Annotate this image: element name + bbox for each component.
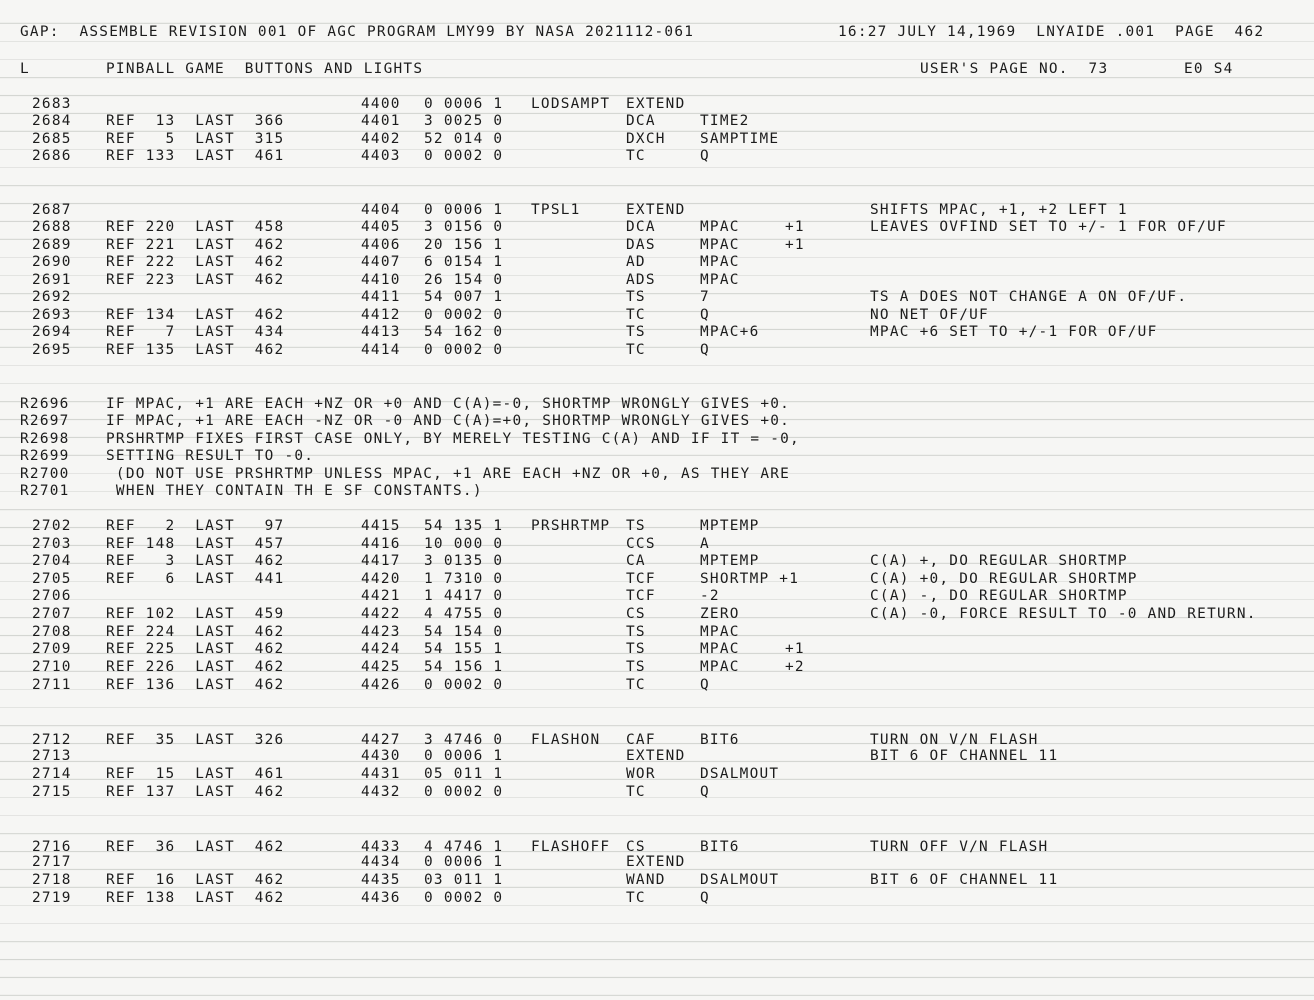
operand: Q (700, 677, 710, 693)
operand: BIT6 (700, 732, 740, 748)
comment: C(A) -, DO REGULAR SHORTMP (870, 588, 1128, 604)
address: 4415 (361, 518, 401, 534)
octal-code: 0 0006 1 (424, 96, 504, 112)
operand-modifier: +1 (785, 641, 805, 657)
address: 4421 (361, 588, 401, 604)
octal-code: 03 011 1 (424, 872, 504, 888)
address: 4407 (361, 254, 401, 270)
octal-code: 0 0002 0 (424, 148, 504, 164)
octal-code: 52 014 0 (424, 131, 504, 147)
opcode: WAND (626, 872, 666, 888)
opcode: DXCH (626, 131, 666, 147)
listing-line (0, 253, 1314, 271)
opcode: EXTEND (626, 854, 686, 870)
address: 4406 (361, 237, 401, 253)
address: 4417 (361, 553, 401, 569)
line-number: 2690 (32, 254, 72, 270)
listing-line (0, 535, 1314, 553)
operand: -2 (700, 588, 720, 604)
address: 4410 (361, 272, 401, 288)
line-number: 2694 (32, 324, 72, 340)
operand: TIME2 (700, 113, 750, 129)
opcode: EXTEND (626, 748, 686, 764)
address: 4413 (361, 324, 401, 340)
address: 4414 (361, 342, 401, 358)
listing-line (0, 95, 1314, 113)
operand: DSALMOUT (700, 872, 780, 888)
address: 4403 (361, 148, 401, 164)
header-right: 16:27 JULY 14,1969 LNYAIDE .001 PAGE 462 (838, 24, 1265, 40)
octal-code: 4 4755 0 (424, 606, 504, 622)
line-number: 2705 (32, 571, 72, 587)
address: 4432 (361, 784, 401, 800)
comment: BIT 6 OF CHANNEL 11 (870, 872, 1059, 888)
operand: ZERO (700, 606, 740, 622)
octal-code: 0 0002 0 (424, 307, 504, 323)
section-code: E0 S4 (1184, 61, 1234, 77)
opcode: EXTEND (626, 96, 686, 112)
comment: MPAC +6 SET TO +/-1 FOR OF/UF (870, 324, 1158, 340)
comment: SHIFTS MPAC, +1, +2 LEFT 1 (870, 202, 1128, 218)
octal-code: 0 0002 0 (424, 342, 504, 358)
opcode: TC (626, 677, 646, 693)
operand: MPAC+6 (700, 324, 760, 340)
comment: TURN OFF V/N FLASH (870, 839, 1049, 855)
octal-code: 54 155 1 (424, 641, 504, 657)
opcode: TC (626, 784, 646, 800)
listing-line (0, 130, 1314, 148)
octal-code: 4 4746 1 (424, 839, 504, 855)
octal-code: 54 156 1 (424, 659, 504, 675)
octal-code: 54 135 1 (424, 518, 504, 534)
line-number: 2702 (32, 518, 72, 534)
listing-line (0, 587, 1314, 605)
address: 4422 (361, 606, 401, 622)
comment: TS A DOES NOT CHANGE A ON OF/UF. (870, 289, 1188, 305)
opcode: TS (626, 324, 646, 340)
line-number: 2688 (32, 219, 72, 235)
line-number: 2709 (32, 641, 72, 657)
opcode: WOR (626, 766, 656, 782)
listing-line (0, 747, 1314, 765)
ref-info: REF 136 LAST 462 (106, 677, 285, 693)
listing-line (0, 412, 1314, 430)
listing-line (0, 676, 1314, 694)
listing-line (0, 306, 1314, 324)
octal-code: 54 154 0 (424, 624, 504, 640)
section-title: PINBALL GAME BUTTONS AND LIGHTS (106, 61, 424, 77)
operand: Q (700, 784, 710, 800)
octal-code: 54 162 0 (424, 324, 504, 340)
line-number: 2713 (32, 748, 72, 764)
ref-info: REF 16 LAST 462 (106, 872, 285, 888)
opcode: CCS (626, 536, 656, 552)
listing-line (0, 623, 1314, 641)
address: 4436 (361, 890, 401, 906)
comment: LEAVES OVFIND SET TO +/- 1 FOR OF/UF (870, 219, 1227, 235)
listing-line (0, 112, 1314, 130)
listing-line (0, 147, 1314, 165)
operand: Q (700, 307, 710, 323)
listing-line (0, 447, 1314, 465)
opcode: CS (626, 606, 646, 622)
opcode: ADS (626, 272, 656, 288)
listing-line (0, 201, 1314, 219)
octal-code: 26 154 0 (424, 272, 504, 288)
octal-code: 0 0002 0 (424, 890, 504, 906)
line-number: R2696 (20, 396, 70, 412)
ref-info: REF 2 LAST 97 (106, 518, 285, 534)
remark-text: (DO NOT USE PRSHRTMP UNLESS MPAC, +1 ARE EACH +NZ OR +0, AS THEY ARE (106, 466, 791, 482)
listing-line (0, 552, 1314, 570)
address: 4430 (361, 748, 401, 764)
address: 4402 (361, 131, 401, 147)
address: 4423 (361, 624, 401, 640)
listing-line (0, 765, 1314, 783)
operand: SHORTMP +1 (700, 571, 800, 587)
octal-code: 20 156 1 (424, 237, 504, 253)
operand: MPTEMP (700, 518, 760, 534)
operand-modifier: +1 (785, 237, 805, 253)
address: 4426 (361, 677, 401, 693)
line-number: 2711 (32, 677, 72, 693)
operand: MPAC (700, 641, 740, 657)
line-number: R2700 (20, 466, 70, 482)
comment: BIT 6 OF CHANNEL 11 (870, 748, 1059, 764)
line-number: 2706 (32, 588, 72, 604)
octal-code: 54 007 1 (424, 289, 504, 305)
listing-line (0, 871, 1314, 889)
opcode: TS (626, 641, 646, 657)
address: 4401 (361, 113, 401, 129)
opcode: CA (626, 553, 646, 569)
line-number: 2707 (32, 606, 72, 622)
line-number: 2710 (32, 659, 72, 675)
ref-info: REF 138 LAST 462 (106, 890, 285, 906)
line-number: R2699 (20, 448, 70, 464)
operand: MPAC (700, 219, 740, 235)
listing-line (0, 658, 1314, 676)
listing-line (0, 218, 1314, 236)
listing-line (0, 465, 1314, 483)
operand: Q (700, 342, 710, 358)
opcode: EXTEND (626, 202, 686, 218)
ref-info: REF 220 LAST 458 (106, 219, 285, 235)
address: 4431 (361, 766, 401, 782)
address: 4411 (361, 289, 401, 305)
opcode: TCF (626, 588, 656, 604)
operand: MPAC (700, 272, 740, 288)
comment: NO NET OF/UF (870, 307, 989, 323)
operand: DSALMOUT (700, 766, 780, 782)
label: PRSHRTMP (531, 518, 611, 534)
ref-info: REF 15 LAST 461 (106, 766, 285, 782)
address: 4405 (361, 219, 401, 235)
line-number: R2698 (20, 431, 70, 447)
octal-code: 3 4746 0 (424, 732, 504, 748)
octal-code: 0 0006 1 (424, 202, 504, 218)
listing-line (0, 395, 1314, 413)
address: 4433 (361, 839, 401, 855)
address: 4425 (361, 659, 401, 675)
remark-text: WHEN THEY CONTAIN TH E SF CONSTANTS.) (106, 483, 483, 499)
ref-info: REF 135 LAST 462 (106, 342, 285, 358)
comment: C(A) +, DO REGULAR SHORTMP (870, 553, 1128, 569)
ref-info: REF 13 LAST 366 (106, 113, 285, 129)
page-subheader (0, 60, 1314, 78)
opcode: TS (626, 289, 646, 305)
octal-code: 0 0006 1 (424, 748, 504, 764)
opcode: TCF (626, 571, 656, 587)
label: FLASHOFF (531, 839, 611, 855)
page-header (0, 23, 1314, 41)
listing-line (0, 570, 1314, 588)
octal-code: 1 7310 0 (424, 571, 504, 587)
line-number: 2717 (32, 854, 72, 870)
line-number: 2704 (32, 553, 72, 569)
ref-info: REF 36 LAST 462 (106, 839, 285, 855)
operand: Q (700, 148, 710, 164)
opcode: TS (626, 518, 646, 534)
listing-line (0, 853, 1314, 871)
opcode: CS (626, 839, 646, 855)
ref-info: REF 134 LAST 462 (106, 307, 285, 323)
address: 4427 (361, 732, 401, 748)
listing-line (0, 482, 1314, 500)
operand: MPAC (700, 624, 740, 640)
line-number: 2715 (32, 784, 72, 800)
opcode: TC (626, 890, 646, 906)
line-number: 2718 (32, 872, 72, 888)
opcode: TC (626, 148, 646, 164)
octal-code: 3 0156 0 (424, 219, 504, 235)
ref-info: REF 5 LAST 315 (106, 131, 285, 147)
opcode: TS (626, 659, 646, 675)
listing-line (0, 288, 1314, 306)
line-number: 2712 (32, 732, 72, 748)
octal-code: 0 0002 0 (424, 677, 504, 693)
operand: MPAC (700, 237, 740, 253)
operand: Q (700, 890, 710, 906)
ref-info: REF 3 LAST 462 (106, 553, 285, 569)
operand: MPAC (700, 254, 740, 270)
line-number: 2687 (32, 202, 72, 218)
remark-text: PRSHRTMP FIXES FIRST CASE ONLY, BY MERELY TESTING C(A) AND IF IT = -0, (106, 431, 800, 447)
listing-line (0, 783, 1314, 801)
opcode: TC (626, 307, 646, 323)
address: 4424 (361, 641, 401, 657)
subheader-mark: L (20, 61, 30, 77)
octal-code: 0 0006 1 (424, 854, 504, 870)
line-number: 2689 (32, 237, 72, 253)
octal-code: 3 0025 0 (424, 113, 504, 129)
listing-line (0, 271, 1314, 289)
operand: A (700, 536, 710, 552)
octal-code: 1 4417 0 (424, 588, 504, 604)
octal-code: 0 0002 0 (424, 784, 504, 800)
opcode: AD (626, 254, 646, 270)
line-number: 2684 (32, 113, 72, 129)
line-number: 2686 (32, 148, 72, 164)
opcode: DCA (626, 219, 656, 235)
opcode: DAS (626, 237, 656, 253)
address: 4434 (361, 854, 401, 870)
label: TPSL1 (531, 202, 581, 218)
ref-info: REF 222 LAST 462 (106, 254, 285, 270)
line-number: 2703 (32, 536, 72, 552)
ref-info: REF 35 LAST 326 (106, 732, 285, 748)
octal-code: 3 0135 0 (424, 553, 504, 569)
operand: 7 (700, 289, 710, 305)
address: 4416 (361, 536, 401, 552)
address: 4435 (361, 872, 401, 888)
ref-info: REF 225 LAST 462 (106, 641, 285, 657)
opcode: TC (626, 342, 646, 358)
ref-info: REF 223 LAST 462 (106, 272, 285, 288)
listing-line (0, 605, 1314, 623)
operand: SAMPTIME (700, 131, 780, 147)
line-number: 2692 (32, 289, 72, 305)
address: 4420 (361, 571, 401, 587)
remark-text: SETTING RESULT TO -0. (106, 448, 315, 464)
remark-text: IF MPAC, +1 ARE EACH -NZ OR -0 AND C(A)=+0, SHORTMP WRONGLY GIVES +0. (106, 413, 791, 429)
line-number: 2695 (32, 342, 72, 358)
operand-modifier: +2 (785, 659, 805, 675)
line-number: 2693 (32, 307, 72, 323)
ref-info: REF 226 LAST 462 (106, 659, 285, 675)
user-page-number: USER'S PAGE NO. 73 (920, 61, 1109, 77)
listing-line (0, 889, 1314, 907)
comment: C(A) -0, FORCE RESULT TO -0 AND RETURN. (870, 606, 1257, 622)
line-number: 2691 (32, 272, 72, 288)
opcode: TS (626, 624, 646, 640)
line-number: R2697 (20, 413, 70, 429)
listing-line (0, 236, 1314, 254)
ref-info: REF 221 LAST 462 (106, 237, 285, 253)
label: FLASHON (531, 732, 601, 748)
line-number: 2716 (32, 839, 72, 855)
address: 4400 (361, 96, 401, 112)
listing-line (0, 640, 1314, 658)
ref-info: REF 148 LAST 457 (106, 536, 285, 552)
label: LODSAMPT (531, 96, 611, 112)
ref-info: REF 133 LAST 461 (106, 148, 285, 164)
line-number: 2708 (32, 624, 72, 640)
octal-code: 10 000 0 (424, 536, 504, 552)
ref-info: REF 102 LAST 459 (106, 606, 285, 622)
opcode: DCA (626, 113, 656, 129)
octal-code: 6 0154 1 (424, 254, 504, 270)
header-left: GAP: ASSEMBLE REVISION 001 OF AGC PROGRAM LMY99 BY NASA 2021112-061 (20, 24, 695, 40)
operand-modifier: +1 (785, 219, 805, 235)
ref-info: REF 7 LAST 434 (106, 324, 285, 340)
line-number: 2683 (32, 96, 72, 112)
line-number: R2701 (20, 483, 70, 499)
operand: BIT6 (700, 839, 740, 855)
listing-line (0, 323, 1314, 341)
ref-info: REF 6 LAST 441 (106, 571, 285, 587)
octal-code: 05 011 1 (424, 766, 504, 782)
listing-line (0, 430, 1314, 448)
comment: C(A) +0, DO REGULAR SHORTMP (870, 571, 1138, 587)
address: 4404 (361, 202, 401, 218)
opcode: CAF (626, 732, 656, 748)
comment: TURN ON V/N FLASH (870, 732, 1039, 748)
operand: MPAC (700, 659, 740, 675)
line-number: 2685 (32, 131, 72, 147)
line-number: 2719 (32, 890, 72, 906)
line-number: 2714 (32, 766, 72, 782)
listing-line (0, 341, 1314, 359)
ref-info: REF 224 LAST 462 (106, 624, 285, 640)
remark-text: IF MPAC, +1 ARE EACH +NZ OR +0 AND C(A)=-0, SHORTMP WRONGLY GIVES +0. (106, 396, 791, 412)
listing-line (0, 517, 1314, 535)
operand: MPTEMP (700, 553, 760, 569)
address: 4412 (361, 307, 401, 323)
ref-info: REF 137 LAST 462 (106, 784, 285, 800)
